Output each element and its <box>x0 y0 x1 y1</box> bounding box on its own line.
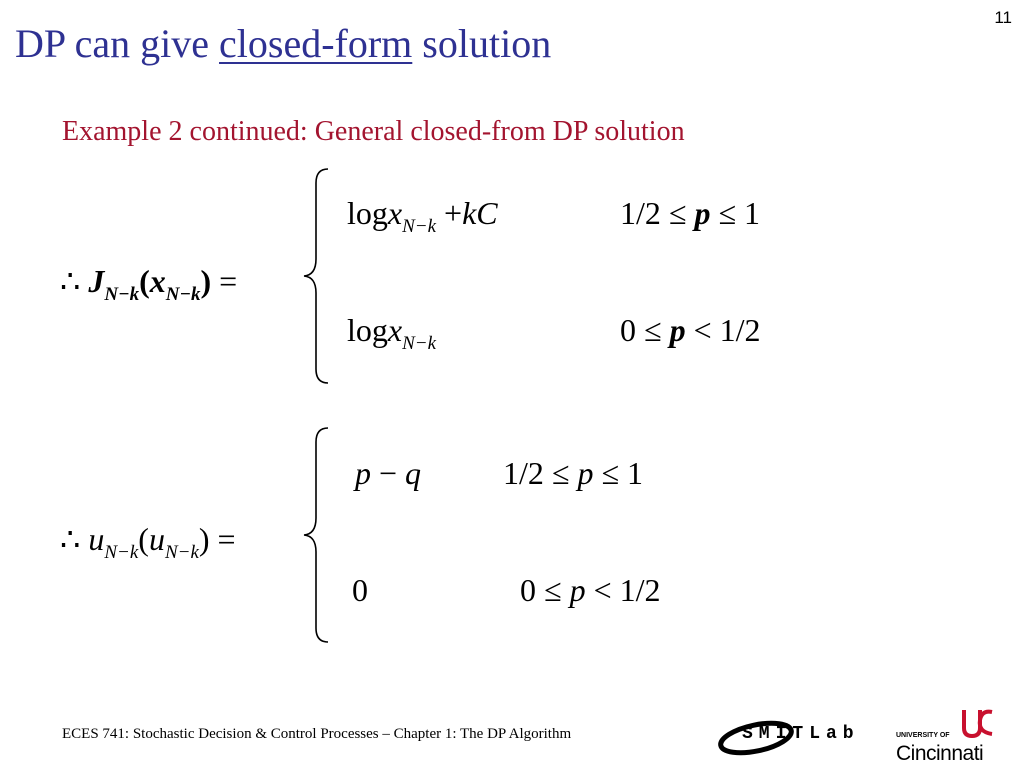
uc-cincinnati: Cincinnati <box>896 742 984 765</box>
log-text: log <box>347 312 388 348</box>
cond-var: p <box>577 455 594 491</box>
therefore-symbol: ∴ <box>60 263 81 299</box>
eq2-lhs <box>60 520 236 563</box>
footer-text: ECES 741: Stochastic Decision & Control Processes – Chapter 1: The DP Algorithm <box>62 726 572 742</box>
case-sub: N−k <box>402 216 437 237</box>
eq2-func-sub: N−k <box>104 542 139 563</box>
smitlab-text: SMITLab <box>742 724 860 744</box>
eq1-case2-condition <box>620 312 761 349</box>
eq1-arg: x <box>149 263 166 299</box>
eq2-case2-condition <box>520 572 661 609</box>
cond-right: ≤ 1 <box>710 195 761 231</box>
eq1-func: J <box>88 263 105 299</box>
eq1-case1-condition <box>620 195 760 232</box>
eq1-lhs <box>60 262 238 305</box>
eq2-close: ) <box>198 521 210 557</box>
eq2-case1-condition <box>503 455 643 492</box>
slide-title <box>15 20 551 67</box>
therefore-symbol: ∴ <box>60 521 81 557</box>
eq2-equals: = <box>217 521 236 557</box>
eq2-arg: u <box>148 521 165 557</box>
q-var: q <box>405 455 422 491</box>
cond-left: 0 ≤ <box>620 312 670 348</box>
cond-var: p <box>569 572 586 608</box>
cond-left: 0 ≤ <box>520 572 570 608</box>
kc-term: kC <box>462 195 498 231</box>
eq1-case1-expr <box>347 195 498 237</box>
cond-right: < 1/2 <box>585 572 661 608</box>
slide-subtitle: Example 2 continued: General closed-from DP solution <box>62 116 685 147</box>
title-underlined: closed-form <box>219 21 413 66</box>
cond-left: 1/2 ≤ <box>620 195 695 231</box>
eq2-arg-sub: N−k <box>164 542 199 563</box>
case-sub: N−k <box>402 333 437 354</box>
cond-right: < 1/2 <box>685 312 761 348</box>
eq2-case1-expr <box>355 455 421 492</box>
eq1-case2-expr <box>347 312 437 354</box>
page-number: 11 <box>994 8 1012 27</box>
title-suffix: solution <box>412 21 552 66</box>
uc-logo <box>896 708 1016 764</box>
eq1-func-sub: N−k <box>104 284 140 305</box>
case-var: x <box>387 312 403 348</box>
eq2-func: u <box>88 521 105 557</box>
cond-left: 1/2 ≤ <box>503 455 578 491</box>
smitlab-logo <box>716 716 866 756</box>
cond-var: p <box>669 312 686 348</box>
eq2-brace <box>300 424 340 646</box>
plus-sign: + <box>444 195 463 231</box>
title-prefix: DP can give <box>15 21 220 66</box>
eq1-close: ) <box>200 263 212 299</box>
eq1-brace <box>300 165 340 387</box>
eq1-equals: = <box>219 263 238 299</box>
uc-university-of: UNIVERSITY OF <box>896 732 950 739</box>
eq2-open: ( <box>138 521 149 557</box>
cond-right: ≤ 1 <box>593 455 644 491</box>
eq1-arg-sub: N−k <box>165 284 201 305</box>
log-text: log <box>347 195 388 231</box>
minus-sign: − <box>379 455 398 491</box>
uc-monogram-icon <box>958 706 998 740</box>
cond-var: p <box>694 195 711 231</box>
p-var: p <box>355 455 371 491</box>
eq1-open: ( <box>139 263 150 299</box>
case-var: x <box>387 195 403 231</box>
eq2-case2-expr: 0 <box>352 572 368 608</box>
